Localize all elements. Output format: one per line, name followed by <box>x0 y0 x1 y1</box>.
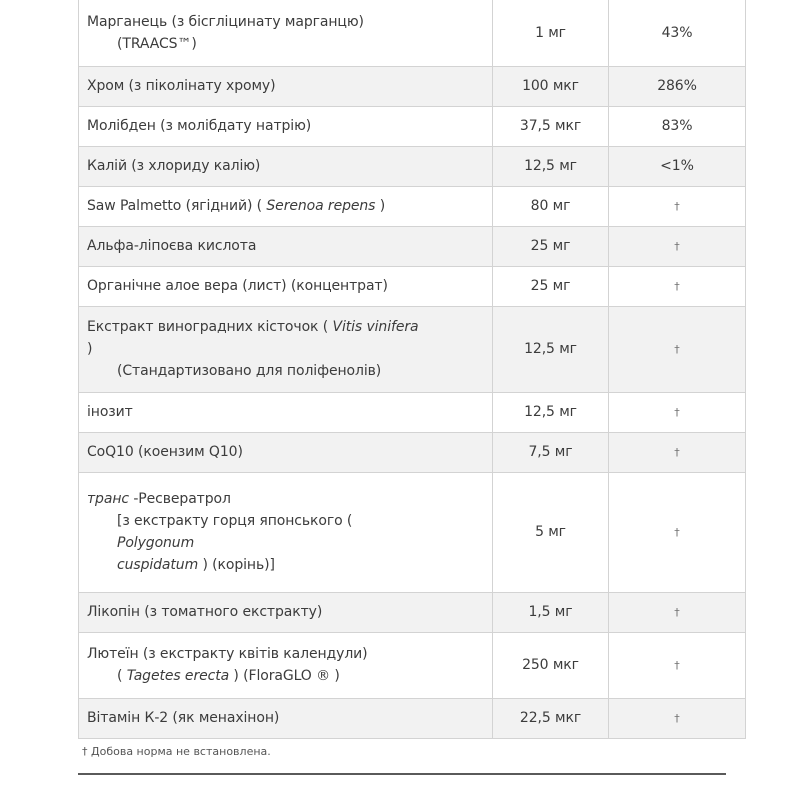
table-row <box>79 226 746 266</box>
ingredient-name: Хром (з піколінату хрому) <box>79 66 493 106</box>
table-row <box>79 146 746 186</box>
table-row <box>79 306 746 392</box>
daily-value-cell: 83% <box>609 106 746 146</box>
ingredient-name: Лютеїн (з екстракту квітів календули) ( Tagetes erecta ) (FloraGLO ® ) <box>79 632 493 698</box>
daily-value-cell: † <box>609 306 746 392</box>
amount-cell: 5 мг <box>493 472 609 592</box>
daily-value-cell: † <box>609 266 746 306</box>
daily-value-cell: 43% <box>609 0 746 66</box>
daily-value-cell: † <box>609 592 746 632</box>
daily-value-cell: † <box>609 226 746 266</box>
amount-cell: 80 мг <box>493 186 609 226</box>
ingredient-name: Марганець (з бісгліцинату марганцю) (TRAACS™) <box>79 0 493 66</box>
ingredient-name: Альфа-ліпоєва кислота <box>79 226 493 266</box>
amount-cell: 250 мкг <box>493 632 609 698</box>
table-row <box>79 632 746 698</box>
ingredient-name: Saw Palmetto (ягідний) ( Serenoa repens ) <box>79 186 493 226</box>
daily-value-cell: † <box>609 632 746 698</box>
ingredient-name: CoQ10 (коензим Q10) <box>79 432 493 472</box>
amount-cell: 1,5 мг <box>493 592 609 632</box>
table-row <box>79 592 746 632</box>
table-row <box>79 472 746 592</box>
footnote: † Добова норма не встановлена. <box>78 739 726 775</box>
amount-cell: 12,5 мг <box>493 392 609 432</box>
daily-value-cell: † <box>609 392 746 432</box>
amount-cell: 7,5 мг <box>493 432 609 472</box>
ingredient-name: Вітамін К-2 (як менахінон) <box>79 698 493 738</box>
amount-cell: 25 мг <box>493 266 609 306</box>
amount-cell: 25 мг <box>493 226 609 266</box>
amount-cell: 37,5 мкг <box>493 106 609 146</box>
amount-cell: 1 мг <box>493 0 609 66</box>
supplement-facts-panel <box>78 0 726 775</box>
daily-value-cell: † <box>609 698 746 738</box>
table-row <box>79 106 746 146</box>
daily-value-cell: 286% <box>609 66 746 106</box>
table-row <box>79 266 746 306</box>
amount-cell: 100 мкг <box>493 66 609 106</box>
daily-value-cell: † <box>609 472 746 592</box>
table-row <box>79 698 746 738</box>
table-row <box>79 0 746 66</box>
ingredient-name: транс -Ресвератрол [з екстракту горця японського ( Polygonum cuspidatum ) (корінь)] <box>79 472 493 592</box>
ingredient-name: Калій (з хлориду калію) <box>79 146 493 186</box>
supplement-facts-table <box>78 0 746 739</box>
ingredient-name: Екстракт виноградних кісточок ( Vitis vinifera ) (Стандартизовано для поліфенолів) <box>79 306 493 392</box>
amount-cell: 12,5 мг <box>493 146 609 186</box>
ingredient-name: Лікопін (з томатного екстракту) <box>79 592 493 632</box>
ingredient-name: Молібден (з молібдату натрію) <box>79 106 493 146</box>
table-row <box>79 392 746 432</box>
table-row <box>79 432 746 472</box>
table-row <box>79 66 746 106</box>
daily-value-cell: <1% <box>609 146 746 186</box>
ingredient-name: Органічне алое вера (лист) (концентрат) <box>79 266 493 306</box>
amount-cell: 12,5 мг <box>493 306 609 392</box>
table-row <box>79 186 746 226</box>
ingredient-name: інозит <box>79 392 493 432</box>
amount-cell: 22,5 мкг <box>493 698 609 738</box>
daily-value-cell: † <box>609 186 746 226</box>
daily-value-cell: † <box>609 432 746 472</box>
